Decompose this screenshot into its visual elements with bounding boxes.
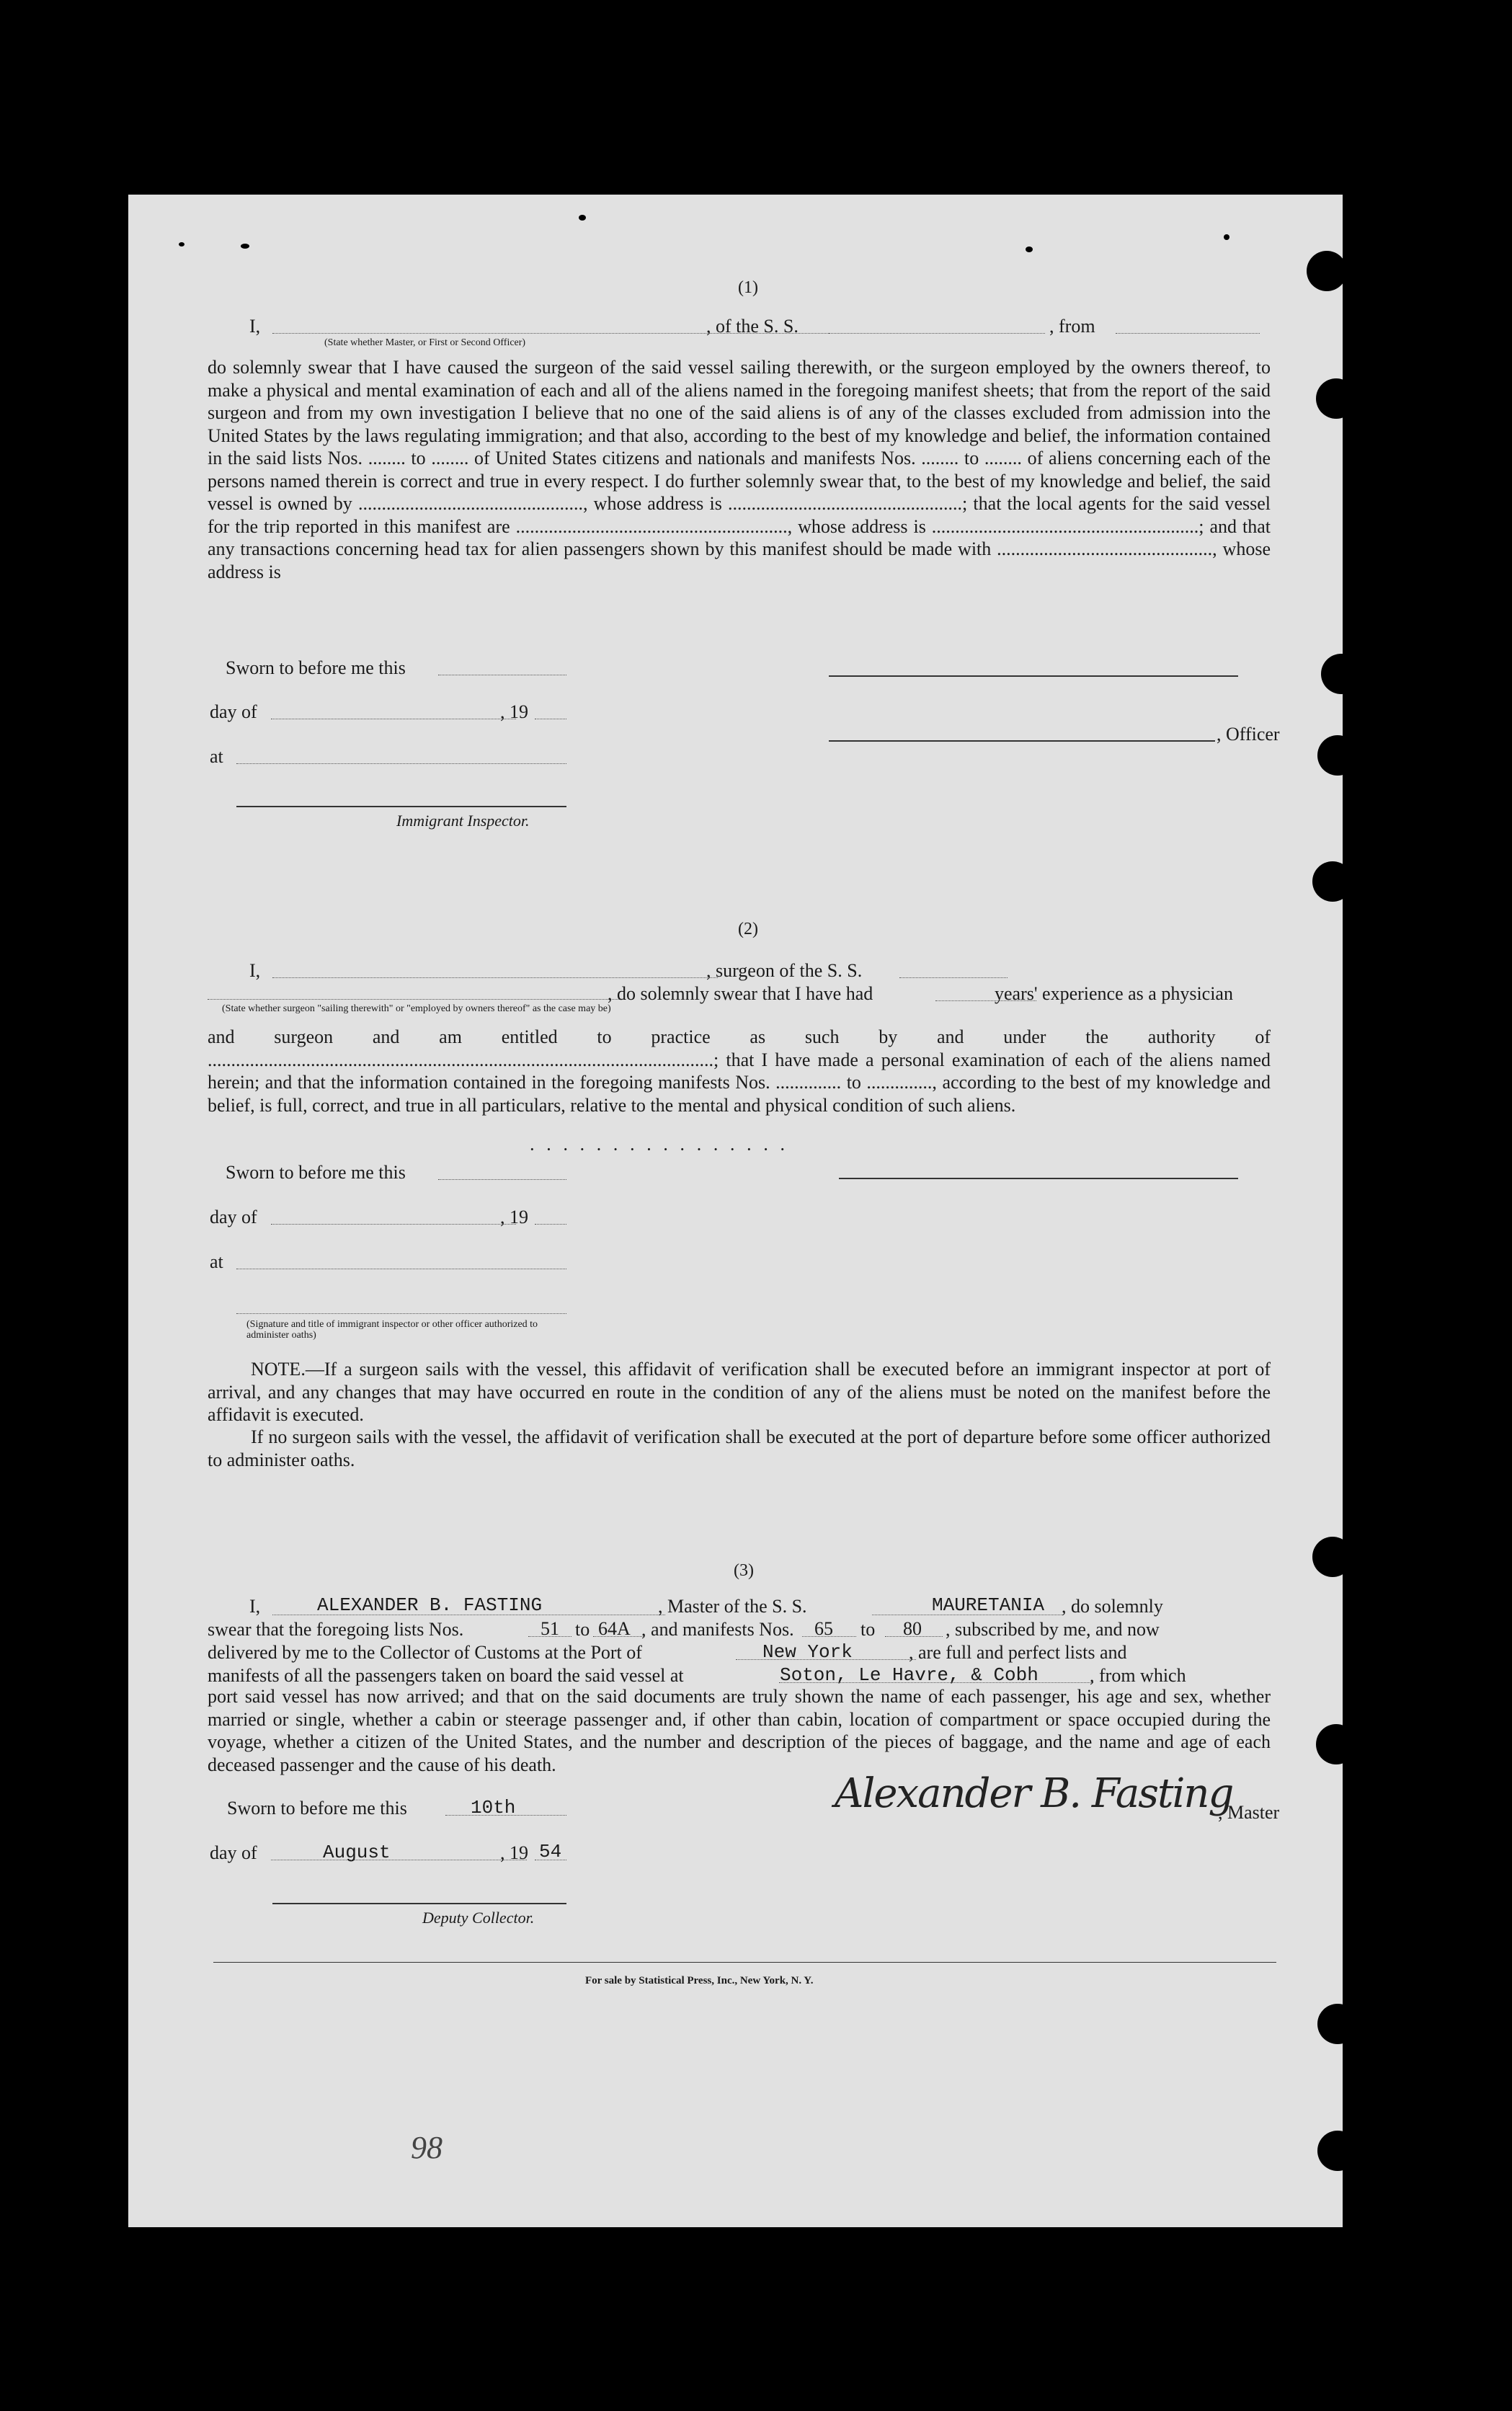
s2-ship-field[interactable] [899, 977, 1008, 978]
binder-hole-icon [1312, 861, 1353, 902]
s1-inspector-label: Immigrant Inspector. [396, 812, 530, 830]
speck-icon [1224, 234, 1229, 240]
s3-to-1: to [575, 1619, 590, 1640]
s3-from-which: , from which [1090, 1665, 1186, 1686]
s2-year-field[interactable] [535, 1224, 566, 1225]
speck-icon [1026, 247, 1033, 252]
s3-body-rest: port said vessel has now arrived; and that on the said documents are truly shown the name of each passenger, his age and sex, whether married or single, whether a cabin or steerage passenger and, if other than cabin, location of compartment or space occupied during the voyage, whether a citizen of the United States, and the number and description of the pieces of baggage, and the name and age of each deceased passenger and the cause of his death. [208, 1686, 1271, 1775]
s2-inspector-sign-field[interactable] [236, 1313, 566, 1314]
s2-dotted-typed: · · · · · · · · · · · · · · · · [529, 1139, 789, 1160]
speck-icon [241, 244, 249, 249]
s1-from: , from [1049, 316, 1095, 337]
section-3-number: (3) [734, 1561, 754, 1580]
s1-sworn-label: Sworn to before me this [226, 657, 406, 678]
s2-day-field[interactable] [271, 1224, 516, 1225]
s1-i: I, [249, 316, 261, 337]
s1-officer-sign-line-1[interactable] [829, 675, 1238, 677]
s1-from-field[interactable] [1116, 333, 1260, 334]
s3-list-to: 64A [598, 1618, 631, 1639]
s1-officer-note: (State whether Master, or First or Second Officer) [324, 337, 526, 348]
s1-ship-field[interactable] [829, 333, 1045, 334]
s2-sig-note: (Signature and title of immigrant inspector or other officer authorized to administer oaths) [246, 1319, 538, 1341]
s3-month: August [323, 1842, 391, 1863]
s2-sworn-field[interactable] [438, 1179, 566, 1180]
s3-year-prefix: , 19 [500, 1842, 528, 1863]
s3-sworn-day: 10th [471, 1797, 516, 1819]
s2-at: at [210, 1251, 223, 1272]
binder-hole-icon [1316, 378, 1356, 419]
s3-deputy-sign-line[interactable] [272, 1903, 566, 1904]
s2-note-2: If no surgeon sails with the vessel, the affidavit of verification shall be executed at the port of departure before some officer authorized to administer oaths. [208, 1426, 1271, 1470]
s3-deputy-label: Deputy Collector. [422, 1909, 535, 1927]
s2-years-exp: years' experience as a physician [995, 983, 1233, 1004]
s3-ship: MAURETANIA [932, 1594, 1045, 1616]
s3-ports: Soton, Le Havre, & Cobh [780, 1664, 1039, 1686]
s3-port: New York [762, 1641, 853, 1663]
s3-day-of: day of [210, 1842, 257, 1863]
s2-surgeon-type-field[interactable] [208, 999, 626, 1000]
s3-subscribed: , subscribed by me, and now [946, 1619, 1160, 1640]
s2-note-text: —If a surgeon sails with the vessel, this affidavit of verification shall be executed before an immigrant inspector at port of arrival, and any changes that may have occurred en route in the condition of any of the aliens must be noted on the manifest before the affidavit is executed. [208, 1359, 1271, 1425]
s2-i: I, [249, 960, 261, 981]
binder-hole-icon [1307, 251, 1347, 291]
binder-hole-icon [1317, 2004, 1358, 2044]
s3-manifests-of: manifests of all the passengers taken on board the said vessel at [208, 1665, 684, 1686]
section-1-number: (1) [738, 278, 758, 297]
s3-i: I, [249, 1596, 261, 1617]
s2-note-label: NOTE. [251, 1359, 306, 1380]
s3-list-from: 51 [541, 1618, 559, 1639]
s2-surgeon-note: (State whether surgeon "sailing therewith" or "employed by owners thereof" as the case may be) [222, 1003, 611, 1014]
s1-body: do solemnly swear that I have caused the surgeon of the said vessel sailing therewith, or the surgeon employed by the owners thereof, to make a physical and mental examination of each and all of the aliens named in the foregoing manifest sheets; that from the report of the said surgeon and from my own investigation I believe that no one of the said aliens is of any of the classes excluded from admission into the United States by the laws regulating immigration; and that also, according to the best of my knowledge and belief, the information contained in the said lists Nos. ........ to ........ of United States citizens and nationals and manifests Nos. ........ to ........ of aliens concerning each of the persons named therein is correct and true in every respect. I do further solemnly swear that, to the best of my knowledge and belief, the said vessel is owned by ................................................, whose address is ..................................................; that the local agents for the said vessel for the trip reported in this manifest are .........................................................., whose address is .........................................................; and that any transactions concerning head tax for alien passengers shown by this manifest should be made with .............................................., whose address is [208, 357, 1271, 582]
s2-day-of: day of [210, 1207, 257, 1227]
binder-hole-icon [1317, 2131, 1358, 2171]
s1-at: at [210, 746, 223, 767]
s1-day-of: day of [210, 701, 257, 722]
speck-icon [179, 242, 184, 247]
s3-sworn-label: Sworn to before me this [227, 1798, 407, 1819]
s1-at-field[interactable] [236, 763, 566, 764]
footer-printer: For sale by Statistical Press, Inc., New York, N. Y. [585, 1975, 814, 1986]
s1-year: , 19 [500, 701, 528, 722]
s1-officer-sign-line-2[interactable] [829, 740, 1215, 742]
s2-note [208, 1358, 1271, 1426]
s3-are-full: , are full and perfect lists and [909, 1642, 1127, 1663]
binder-hole-icon [1316, 1724, 1356, 1764]
s3-do-solemnly: , do solemnly [1062, 1596, 1163, 1617]
footer-rule [213, 1962, 1276, 1963]
pencil-mark: 98 [411, 2130, 443, 2165]
s1-inspector-sign-line[interactable] [236, 806, 566, 807]
s2-surgeon-of: , surgeon of the S. S. [706, 960, 863, 981]
s2-surgeon-sign-line[interactable] [839, 1178, 1238, 1179]
s3-to-2: to [860, 1619, 876, 1640]
s3-master-label: , Master [1218, 1802, 1280, 1823]
s3-man-from: 65 [814, 1618, 833, 1639]
s2-sworn-label: Sworn to before me this [226, 1162, 406, 1183]
s2-swear-line: , do solemnly swear that I have had [608, 983, 873, 1004]
s3-swear-lists: swear that the foregoing lists Nos. [208, 1619, 464, 1640]
s3-and-manifests: , and manifests Nos. [641, 1619, 794, 1640]
binder-hole-icon [1321, 654, 1361, 694]
s3-delivered: delivered by me to the Collector of Customs at the Port of [208, 1642, 642, 1663]
s1-officer-label: , Officer [1217, 724, 1280, 745]
speck-icon [579, 215, 586, 221]
s3-man-to: 80 [903, 1618, 922, 1639]
section-2-number: (2) [738, 920, 758, 938]
binder-hole-icon [1312, 1537, 1353, 1577]
s2-body: and surgeon and am entitled to practice as such by and under the authority of ............................................................................................................; that I have made a personal examination of each of the aliens named herein; and that the information contained in the foregoing manifests Nos. .............. to .............., according to the best of my knowledge and belief, is full, correct, and true in all particulars, relative to the mental and physical condition of such aliens. [208, 1026, 1271, 1116]
binder-hole-icon [1317, 735, 1358, 776]
s3-year-suffix: 54 [539, 1841, 562, 1862]
s1-of-ss: , of the S. S. [706, 316, 799, 337]
s2-surgeon-name-field[interactable] [272, 977, 718, 978]
s2-year: , 19 [500, 1207, 528, 1227]
s3-master-of: , Master of the S. S. [658, 1596, 807, 1617]
s3-signature: Alexander B. Fasting [835, 1770, 1233, 1817]
manifest-affidavit-page [128, 195, 1343, 2227]
s3-master-name: ALEXANDER B. FASTING [317, 1594, 543, 1616]
